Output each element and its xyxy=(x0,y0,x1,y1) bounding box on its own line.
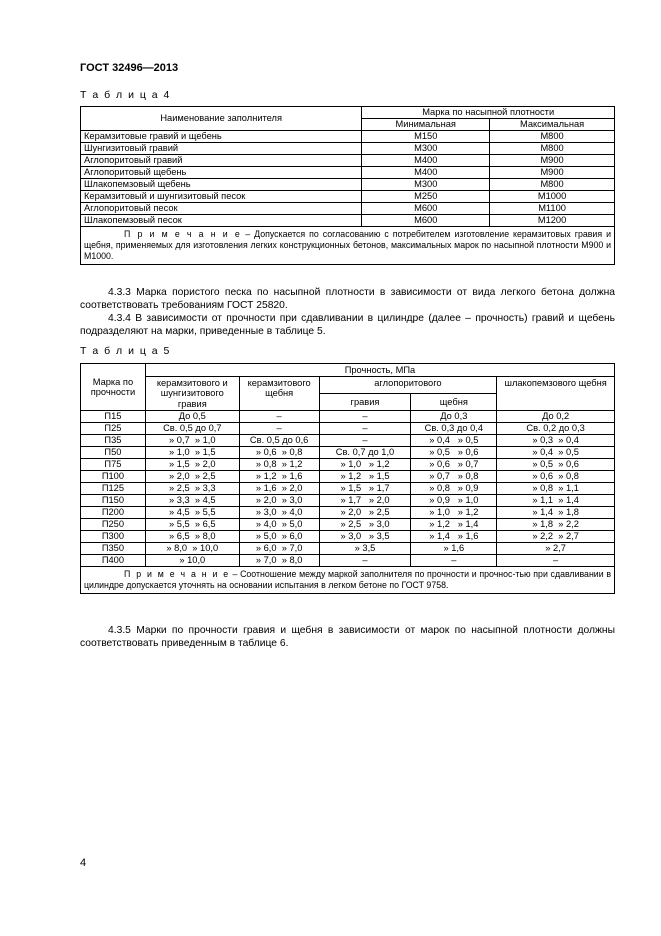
table5-caption: Т а б л и ц а 5 xyxy=(80,345,171,357)
table5-cell-keram-crushed: » 0,6 » 0,8 xyxy=(239,446,319,458)
table5-row xyxy=(81,554,615,566)
table4-row xyxy=(81,203,615,215)
table4-note xyxy=(81,227,615,265)
table5-cell-grade: П200 xyxy=(81,506,146,518)
table5-cell-keram-gravel: » 5,5 » 6,5 xyxy=(145,518,239,530)
table5-cell-aglo-crushed: » 1,2 » 1,4 xyxy=(411,518,497,530)
page-number: 4 xyxy=(80,857,87,869)
table5-cell-keram-crushed: » 1,6 » 2,0 xyxy=(239,482,319,494)
table5-cell-slag: » 0,6 » 0,8 xyxy=(497,470,615,482)
table5-cell-slag: » 1,1 » 1,4 xyxy=(497,494,615,506)
table5-header-aglo-gravel: гравия xyxy=(319,394,411,411)
table4-cell-max: М1100 xyxy=(490,203,615,215)
table5-cell-keram-gravel: » 0,7 » 1,0 xyxy=(145,434,239,446)
paragraph-4-3-4: 4.3.4 В зависимости от прочности при сдавливании в цилиндре (далее – прочность) гравий и щебень подразделяют на марки, приведенные в таблице 5. xyxy=(80,313,615,337)
table5-note-label: П р и м е ч а н и е xyxy=(124,568,230,579)
table5-cell-slag: » 0,5 » 0,6 xyxy=(497,458,615,470)
table5-cell-grade: П100 xyxy=(81,470,146,482)
table4-row xyxy=(81,215,615,227)
table5-cell-keram-gravel: До 0,5 xyxy=(145,410,239,422)
table4-row xyxy=(81,191,615,203)
table5-cell-grade: П150 xyxy=(81,494,146,506)
table4-row xyxy=(81,167,615,179)
table4-cell-name: Керамзитовый и шунгизитовый песок xyxy=(81,191,362,203)
table5-row xyxy=(81,410,615,422)
table5-cell-keram-gravel: » 2,0 » 2,5 xyxy=(145,470,239,482)
table4-cell-min: М600 xyxy=(362,215,490,227)
table5-row xyxy=(81,506,615,518)
table5-header-keram-crushed: керамзитового щебня xyxy=(239,377,319,411)
table5-cell-aglo-crushed: » 0,6 » 0,7 xyxy=(411,458,497,470)
table5-cell-aglo-crushed: До 0,3 xyxy=(411,410,497,422)
table5-cell-grade: П25 xyxy=(81,422,146,434)
table4-cell-min: М600 xyxy=(362,203,490,215)
table5-row xyxy=(81,542,615,554)
table5-header-strength: Прочность, МПа xyxy=(145,364,614,377)
table4-cell-max: М800 xyxy=(490,179,615,191)
table5-row xyxy=(81,458,615,470)
table5-cell-aglo-gravel: » 3,0 » 3,5 xyxy=(319,530,411,542)
table5-header-slag: шлакопемзового щебня xyxy=(497,377,615,411)
table5-cell-aglo-crushed: » 1,6 xyxy=(411,542,497,554)
table4-cell-name: Аглопоритовый песок xyxy=(81,203,362,215)
table5-cell-keram-gravel: » 1,5 » 2,0 xyxy=(145,458,239,470)
table5-cell-grade: П35 xyxy=(81,434,146,446)
table5-cell-keram-gravel: » 4,5 » 5,5 xyxy=(145,506,239,518)
table5-row xyxy=(81,446,615,458)
table4-cell-min: М400 xyxy=(362,167,490,179)
table5-cell-keram-crushed: » 4,0 » 5,0 xyxy=(239,518,319,530)
table4-cell-min: М250 xyxy=(362,191,490,203)
table5-cell-aglo-gravel: – xyxy=(319,434,411,446)
table5-cell-keram-gravel: » 1,0 » 1,5 xyxy=(145,446,239,458)
table5-note xyxy=(81,566,615,593)
table5-cell-aglo-gravel: » 1,2 » 1,5 xyxy=(319,470,411,482)
table4-caption: Т а б л и ц а 4 xyxy=(80,89,171,101)
table5-cell-aglo-gravel: » 1,0 » 1,2 xyxy=(319,458,411,470)
table4-cell-max: М900 xyxy=(490,155,615,167)
table5-cell-keram-crushed: » 2,0 » 3,0 xyxy=(239,494,319,506)
table4-cell-max: М1200 xyxy=(490,215,615,227)
table5-row xyxy=(81,470,615,482)
table4 xyxy=(80,106,615,265)
table4-note-label: П р и м е ч а н и е xyxy=(124,229,242,239)
table5-cell-grade: П250 xyxy=(81,518,146,530)
table5-cell-slag: » 1,8 » 2,2 xyxy=(497,518,615,530)
table5-cell-keram-crushed: » 3,0 » 4,0 xyxy=(239,506,319,518)
table5-cell-aglo-crushed: – xyxy=(411,554,497,566)
table5-cell-keram-crushed: – xyxy=(239,422,319,434)
table5-header-keram-gravel: керамзитового и шунгизитового гравия xyxy=(145,377,239,411)
table5-cell-aglo-crushed: » 0,9 » 1,0 xyxy=(411,494,497,506)
table5-cell-slag: » 0,4 » 0,5 xyxy=(497,446,615,458)
table5-cell-keram-gravel: » 3,3 » 4,5 xyxy=(145,494,239,506)
table5-cell-grade: П350 xyxy=(81,542,146,554)
table5-cell-aglo-gravel: » 2,0 » 2,5 xyxy=(319,506,411,518)
table5-cell-aglo-gravel: – xyxy=(319,422,411,434)
table5-note-text: – Соотношение между маркой заполнителя по прочности и прочнос-тью при сдавливании в цилиндре допускается уточнять на основании испытания в легком бетоне по ГОСТ 9758. xyxy=(84,568,611,590)
table5-cell-grade: П15 xyxy=(81,410,146,422)
table5-cell-aglo-crushed: » 1,0 » 1,2 xyxy=(411,506,497,518)
table5-cell-keram-gravel: » 10,0 xyxy=(145,554,239,566)
table5-cell-aglo-gravel: » 1,7 » 2,0 xyxy=(319,494,411,506)
table5-cell-slag: Св. 0,2 до 0,3 xyxy=(497,422,615,434)
table5-cell-grade: П75 xyxy=(81,458,146,470)
table5-cell-aglo-crushed: » 0,4 » 0,5 xyxy=(411,434,497,446)
table5-cell-slag: » 0,8 » 1,1 xyxy=(497,482,615,494)
table5-cell-keram-crushed: » 0,8 » 1,2 xyxy=(239,458,319,470)
table4-cell-min: М400 xyxy=(362,155,490,167)
table4-row xyxy=(81,131,615,143)
table4-cell-max: М800 xyxy=(490,143,615,155)
table5-cell-keram-crushed: Св. 0,5 до 0,6 xyxy=(239,434,319,446)
table5-cell-aglo-gravel: » 1,5 » 1,7 xyxy=(319,482,411,494)
table4-cell-name: Аглопоритовый гравий xyxy=(81,155,362,167)
table5-cell-keram-crushed: » 5,0 » 6,0 xyxy=(239,530,319,542)
table5-cell-grade: П125 xyxy=(81,482,146,494)
table5-cell-aglo-crushed: » 0,8 » 0,9 xyxy=(411,482,497,494)
table5-cell-grade: П400 xyxy=(81,554,146,566)
table4-cell-min: М150 xyxy=(362,131,490,143)
table4-header-name: Наименование заполнителя xyxy=(81,107,362,131)
table5-cell-slag: – xyxy=(497,554,615,566)
table5-cell-aglo-gravel: Св. 0,7 до 1,0 xyxy=(319,446,411,458)
table5-row xyxy=(81,518,615,530)
table5-cell-keram-gravel: » 6,5 » 8,0 xyxy=(145,530,239,542)
table5-cell-slag: » 2,2 » 2,7 xyxy=(497,530,615,542)
table5-row xyxy=(81,530,615,542)
paragraph-4-3-5: 4.3.5 Марки по прочности гравия и щебня в зависимости от марок по насыпной плотности должны соответствовать приведенным в таблице 6. xyxy=(80,625,615,649)
table5-cell-aglo-crushed: » 0,5 » 0,6 xyxy=(411,446,497,458)
table5-cell-grade: П50 xyxy=(81,446,146,458)
table5-row xyxy=(81,482,615,494)
table5-header-grade: Марка по прочности xyxy=(81,364,146,411)
table5-cell-keram-crushed: » 6,0 » 7,0 xyxy=(239,542,319,554)
table5-header-aglo: аглопоритового xyxy=(319,377,497,394)
table4-cell-max: М800 xyxy=(490,131,615,143)
paragraph-4-3-3: 4.3.3 Марка пористого песка по насыпной плотности в зависимости от вида легкого бетона должна соответствовать требованиям ГОСТ 25820. xyxy=(80,287,615,311)
table5-cell-keram-gravel: Св. 0,5 до 0,7 xyxy=(145,422,239,434)
table4-cell-max: М900 xyxy=(490,167,615,179)
document-header: ГОСТ 32496—2013 xyxy=(80,62,179,74)
table4-cell-name: Керамзитовые гравий и щебень xyxy=(81,131,362,143)
table5-cell-keram-gravel: » 2,5 » 3,3 xyxy=(145,482,239,494)
table4-cell-name: Шлакопемзовый щебень xyxy=(81,179,362,191)
table4-note-text: – Допускается по согласованию с потребителем изготовление керамзитовых гравия и щебня, применяемых для изготовления легких конструкционных бетонов, максимальных марок по насыпной плотности М900 и М1000. xyxy=(84,229,611,261)
table4-header-max: Максимальная xyxy=(490,119,615,131)
table5-row xyxy=(81,422,615,434)
table4-row xyxy=(81,155,615,167)
table4-cell-name: Шлакопемзовый песок xyxy=(81,215,362,227)
table4-cell-min: М300 xyxy=(362,179,490,191)
table5-row xyxy=(81,494,615,506)
table5-cell-aglo-crushed: Св. 0,3 до 0,4 xyxy=(411,422,497,434)
table4-header-min: Минимальная xyxy=(362,119,490,131)
table5-cell-slag: До 0,2 xyxy=(497,410,615,422)
table5-cell-keram-crushed: » 7,0 » 8,0 xyxy=(239,554,319,566)
table5-cell-slag: » 1,4 » 1,8 xyxy=(497,506,615,518)
table5-cell-aglo-crushed: » 0,7 » 0,8 xyxy=(411,470,497,482)
table4-cell-name: Аглопоритовый щебень xyxy=(81,167,362,179)
table5-cell-keram-gravel: » 8,0 » 10,0 xyxy=(145,542,239,554)
table4-cell-max: М1000 xyxy=(490,191,615,203)
table5-cell-slag: » 2,7 xyxy=(497,542,615,554)
table5 xyxy=(80,363,615,594)
table4-cell-min: М300 xyxy=(362,143,490,155)
table5-cell-aglo-crushed: » 1,4 » 1,6 xyxy=(411,530,497,542)
table5-row xyxy=(81,434,615,446)
table4-row xyxy=(81,143,615,155)
table4-cell-name: Шунгизитовый гравий xyxy=(81,143,362,155)
table5-cell-slag: » 0,3 » 0,4 xyxy=(497,434,615,446)
table4-header-group: Марка по насыпной плотности xyxy=(362,107,615,119)
table5-cell-keram-crushed: » 1,2 » 1,6 xyxy=(239,470,319,482)
paragraphs-433-434 xyxy=(80,286,615,338)
table4-row xyxy=(81,179,615,191)
table5-cell-aglo-gravel: » 2,5 » 3,0 xyxy=(319,518,411,530)
table5-cell-aglo-gravel: – xyxy=(319,554,411,566)
table5-cell-aglo-gravel: » 3,5 xyxy=(319,542,411,554)
table5-cell-keram-crushed: – xyxy=(239,410,319,422)
table5-cell-grade: П300 xyxy=(81,530,146,542)
table5-header-aglo-crushed: щебня xyxy=(411,394,497,411)
paragraph-435-block xyxy=(80,624,615,650)
table5-cell-aglo-gravel: – xyxy=(319,410,411,422)
